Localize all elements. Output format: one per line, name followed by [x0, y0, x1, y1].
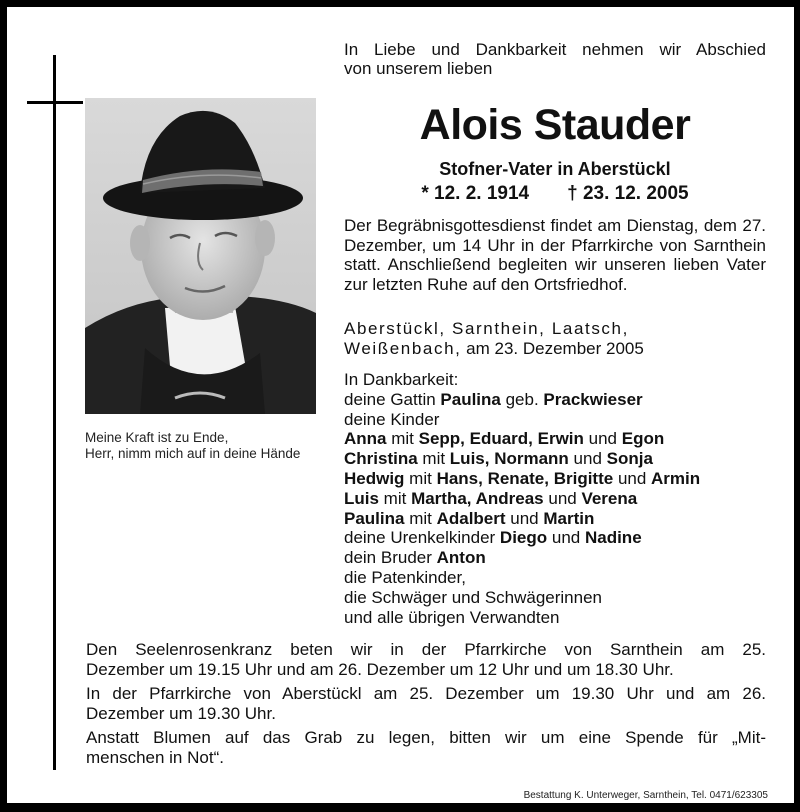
mourner-relation-text: und — [505, 508, 544, 528]
mourner-relation-text: die Schwäger und Schwägerinnen — [344, 587, 603, 607]
mourner-row — [344, 489, 784, 509]
rosary-aberstueckl-line-2: Dezember um 19.30 Uhr. — [86, 703, 276, 723]
rosary-sarnthein-line-1: Den Seelenrosenkranz beten wir in der Pfarrkirche von Sarnthein am 25. — [86, 640, 766, 659]
mourner-name: Egon — [621, 429, 665, 449]
rosary-sarnthein-line-2: Dezember um 19.15 Uhr und am 26. Dezember um 12 Uhr und um 18.30 Uhr. — [86, 659, 674, 679]
mourner-name: Paulina — [440, 389, 501, 409]
mourner-name: Luis — [344, 488, 379, 508]
mourner-name: Luis, Normann — [449, 449, 569, 469]
mourners-list — [344, 370, 784, 627]
deceased-role: Stofner-Vater in Aberstückl — [439, 159, 671, 179]
mourner-name: Anna — [344, 429, 387, 449]
mourner-relation-text: und — [583, 429, 622, 449]
mourner-relation-text: deine Urenkelkinder — [344, 528, 500, 548]
mourner-relation-text: und — [613, 468, 652, 488]
mourner-relation-text: deine Kinder — [344, 409, 440, 429]
mourner-name: Christina — [344, 449, 418, 469]
mourner-name: Sepp, Eduard, Erwin — [418, 429, 584, 449]
life-dates — [344, 183, 766, 205]
rosary-and-donation-info — [86, 640, 766, 772]
mourner-relation-text: mit — [417, 449, 450, 469]
portrait-photo — [85, 98, 316, 414]
mourner-name: Sonja — [606, 449, 653, 469]
rosary-aberstueckl-line-1: In der Pfarrkirche von Aberstückl am 25. Dezember um 19.30 Uhr und am 26. — [86, 684, 766, 703]
place-line-2 — [344, 339, 766, 359]
undertaker-credit: Bestattung K. Unterweger, Sarnthein, Tel. 0471/623305 — [523, 790, 768, 801]
donation-request-line-1: Anstatt Blumen auf das Grab zu legen, bitten wir um eine Spende für „Mit- — [86, 728, 766, 747]
mourner-row — [344, 509, 784, 529]
mourner-row — [344, 588, 784, 608]
mourner-row — [344, 390, 784, 410]
mourner-relation-text: mit — [386, 429, 419, 449]
mourner-relation-text: mit — [404, 508, 437, 528]
death-date: † 23. 12. 2005 — [567, 183, 689, 204]
place-and-date — [344, 319, 766, 358]
mourner-name: Paulina — [344, 508, 405, 528]
place-line-2-village: Weißenbach, — [344, 338, 462, 358]
mourner-row — [344, 548, 784, 568]
mourner-relation-text: geb. — [500, 389, 544, 409]
mourner-relation-text: die Patenkinder, — [344, 567, 466, 587]
mourner-name: Armin — [651, 468, 701, 488]
mourner-name: Martin — [543, 508, 595, 528]
intro-text — [344, 40, 766, 78]
photo-caption — [85, 430, 300, 462]
mourner-relation-text: mit — [404, 468, 437, 488]
mourner-name: Anton — [436, 548, 486, 568]
mourner-row — [344, 449, 784, 469]
mourner-name: Nadine — [584, 528, 642, 548]
mourners-rows — [344, 390, 784, 628]
mourner-relation-text: und — [568, 449, 607, 469]
mourner-row — [344, 469, 784, 489]
mourner-name: Diego — [499, 528, 548, 548]
mourner-row — [344, 410, 784, 430]
funeral-announcement: Der Begräbnisgottesdienst findet am Dienstag, dem 27. Dezember, um 14 Uhr in der Pfarrkirche von Sarnthein statt. Anschließend begleiten wir unseren lieben Vater zur letzten Ruhe auf den Ortsfriedhof. — [344, 216, 766, 294]
caption-line-2: Herr, nimm mich auf in deine Hände — [85, 446, 301, 461]
mourner-relation-text: und — [543, 488, 582, 508]
mourners-heading: In Dankbarkeit: — [344, 370, 459, 389]
mourner-relation-text: und — [547, 528, 585, 548]
caption-line-1: Meine Kraft ist zu Ende, — [85, 430, 229, 445]
mourner-row — [344, 568, 784, 588]
mourner-name: Hedwig — [344, 468, 405, 488]
donation-request — [86, 728, 766, 767]
intro-line-1: In Liebe und Dankbarkeit nehmen wir Abschied — [344, 40, 766, 59]
place-line-2-date: am 23. Dezember 2005 — [461, 338, 644, 358]
mourner-relation-text: und alle übrigen Verwandten — [344, 607, 560, 627]
place-line-1: Aberstückl, Sarnthein, Laatsch, — [344, 319, 629, 338]
mourner-row — [344, 528, 784, 548]
mourner-name: Verena — [581, 488, 638, 508]
cross-icon-vertical — [53, 55, 56, 770]
mourner-row — [344, 608, 784, 628]
mourner-relation-text: dein Bruder — [344, 548, 437, 568]
mourner-name: Prackwieser — [543, 389, 643, 409]
mourner-name: Adalbert — [436, 508, 506, 528]
donation-request-line-2: menschen in Not“. — [86, 747, 224, 767]
mourner-row — [344, 429, 784, 449]
portrait-illustration — [85, 98, 316, 414]
mourner-relation-text: deine Gattin — [344, 389, 441, 409]
birth-date: * 12. 2. 1914 — [421, 183, 530, 204]
intro-line-2: von unserem lieben — [344, 59, 493, 78]
deceased-name: Alois Stauder — [419, 101, 691, 149]
rosary-sarnthein — [86, 640, 766, 679]
cross-icon-horizontal — [27, 101, 83, 104]
mourner-name: Martha, Andreas — [411, 488, 544, 508]
rosary-aberstueckl — [86, 684, 766, 723]
mourner-relation-text: mit — [378, 488, 412, 508]
mourner-name: Hans, Renate, Brigitte — [436, 468, 614, 488]
